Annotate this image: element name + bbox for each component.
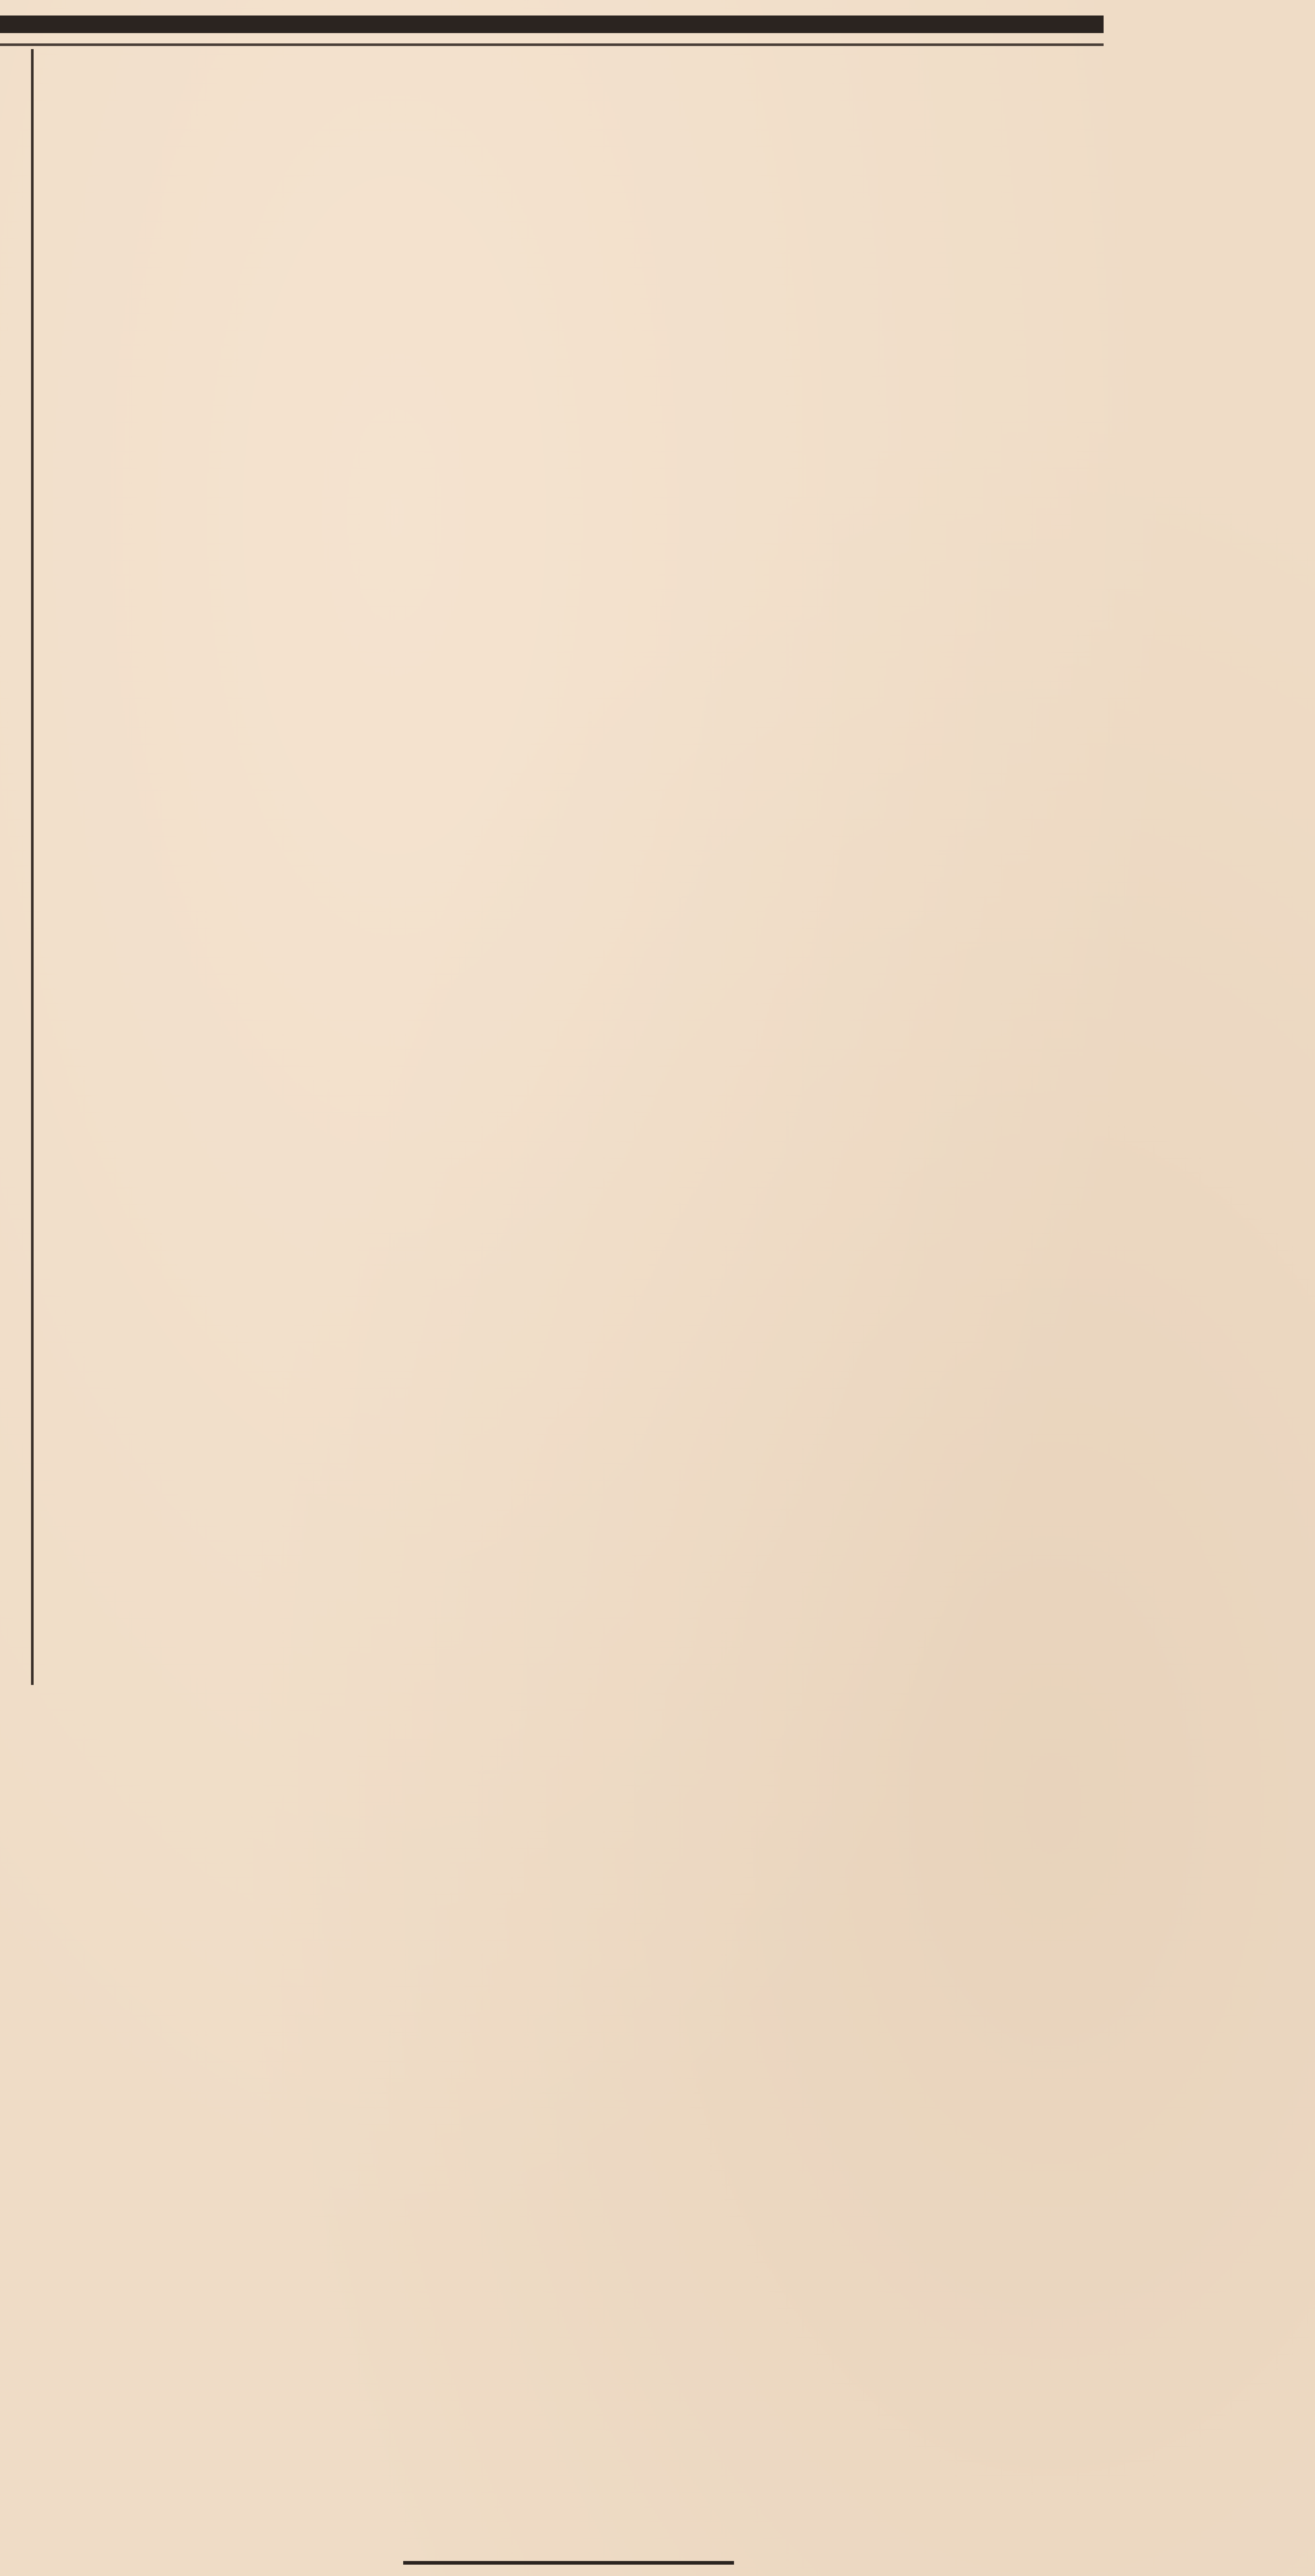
bottom-rule — [403, 2561, 734, 2565]
star-divider — [178, 512, 1026, 563]
star-divider — [178, 127, 1026, 178]
